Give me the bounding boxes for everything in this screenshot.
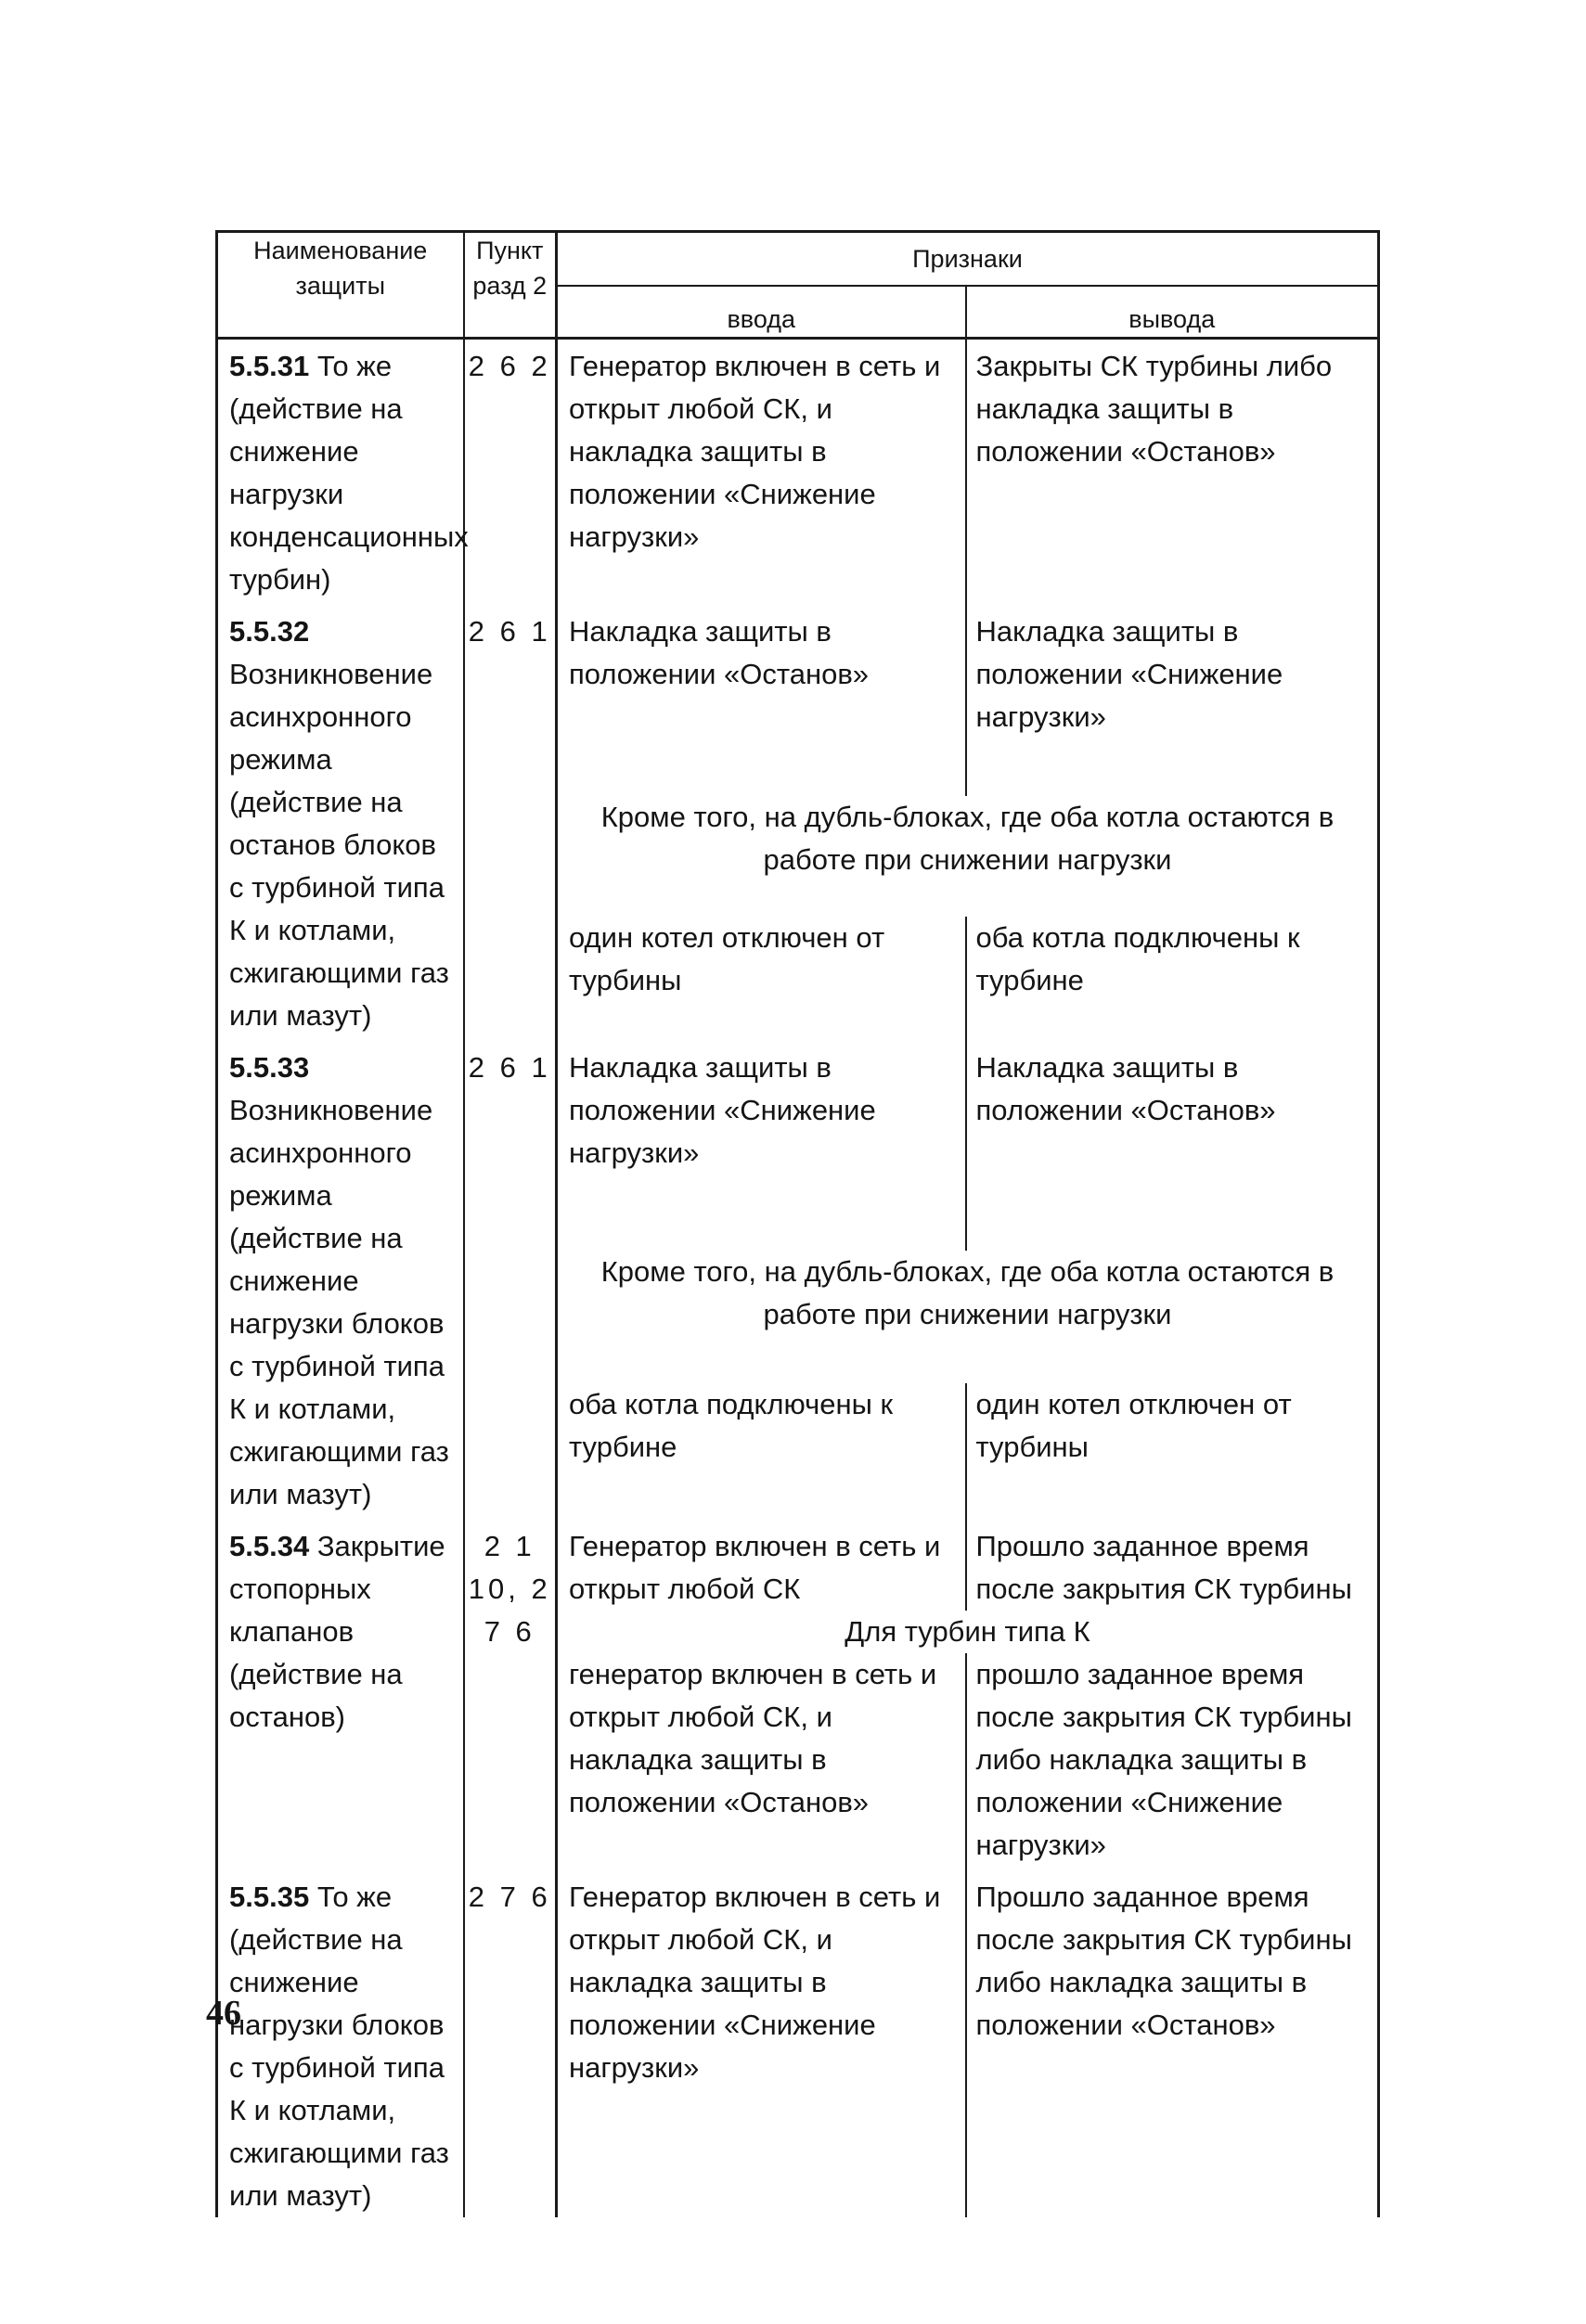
header-priznaki: Признаки [557, 232, 1379, 287]
vvoda-cell: оба котла подключены к турбине [557, 1383, 966, 1516]
punkt-cell: 2 1 10, 2 7 6 [464, 1516, 557, 1867]
header-name: Наименование защиты [217, 232, 464, 339]
protection-table [215, 230, 1380, 2217]
note-cell: Для турбин типа К [557, 1611, 1379, 1653]
vvoda-cell: Накладка защиты в положении «Останов» [557, 601, 966, 796]
vvoda-cell: Генератор включен в сеть и открыт любой СК [557, 1516, 966, 1611]
header-vyvoda: вывода [966, 286, 1379, 339]
header-punkt: Пункт разд 2 [464, 232, 557, 339]
table-row [217, 1516, 1379, 1611]
table-row [217, 1867, 1379, 2217]
vyvoda-cell: Закрыты СК турбины либо накладка защиты в положении «Останов» [966, 339, 1379, 602]
vyvoda-cell: Накладка защиты в положении «Останов» [966, 1037, 1379, 1251]
note-cell: Кроме того, на дубль-блоках, где оба котла остаются в работе при снижении нагрузки [557, 1251, 1379, 1383]
vyvoda-cell: прошло заданное время после закрытия СК турбины либо накладка защиты в положении «Снижение нагрузки» [966, 1653, 1379, 1867]
protection-name: 5.5.35 То же (действие на снижение нагрузки блоков с турбиной типа К и котлами, сжигающими газ или мазут) [217, 1867, 464, 2217]
punkt-cell: 2 6 1 [464, 1037, 557, 1516]
punkt-cell: 2 7 6 [464, 1867, 557, 2217]
vvoda-cell: один котел отключен от турбины [557, 917, 966, 1037]
protection-name: 5.5.34 Закрытие стопорных клапанов (действие на останов) [217, 1516, 464, 1867]
protection-name: 5.5.31 То же (действие на снижение нагрузки конденсационных турбин) [217, 339, 464, 602]
table-row [217, 1037, 1379, 1251]
table-row [217, 339, 1379, 602]
vvoda-cell: Генератор включен в сеть и открыт любой СК, и накладка защиты в положении «Снижение нагрузки» [557, 339, 966, 602]
vyvoda-cell: Накладка защиты в положении «Снижение нагрузки» [966, 601, 1379, 796]
protection-name: 5.5.32 Возникновение асинхронного режима (действие на останов блоков с турбиной типа К и котлами, сжигающими газ или мазут) [217, 601, 464, 1037]
header-vvoda: ввода [557, 286, 966, 339]
punkt-cell: 2 6 2 [464, 339, 557, 602]
note-cell: Кроме того, на дубль-блоках, где оба котла остаются в работе при снижении нагрузки [557, 796, 1379, 917]
vyvoda-cell: Прошло заданное время после закрытия СК турбины либо накладка защиты в положении «Останов» [966, 1867, 1379, 2217]
vyvoda-cell: Прошло заданное время после закрытия СК турбины [966, 1516, 1379, 1611]
vvoda-cell: Генератор включен в сеть и открыт любой СК, и накладка защиты в положении «Снижение нагрузки» [557, 1867, 966, 2217]
vvoda-cell: генератор включен в сеть и открыт любой СК, и накладка защиты в положении «Останов» [557, 1653, 966, 1867]
punkt-cell: 2 6 1 [464, 601, 557, 1037]
vyvoda-cell: оба котла подключены к турбине [966, 917, 1379, 1037]
vyvoda-cell: один котел отключен от турбины [966, 1383, 1379, 1516]
table-header-row-1 [217, 232, 1379, 287]
table-row [217, 601, 1379, 796]
page-number: 46 [206, 1994, 241, 2033]
vvoda-cell: Накладка защиты в положении «Снижение нагрузки» [557, 1037, 966, 1251]
protection-name: 5.5.33 Возникновение асинхронного режима (действие на снижение нагрузки блоков с турбиной типа К и котлами, сжигающими газ или мазут) [217, 1037, 464, 1516]
